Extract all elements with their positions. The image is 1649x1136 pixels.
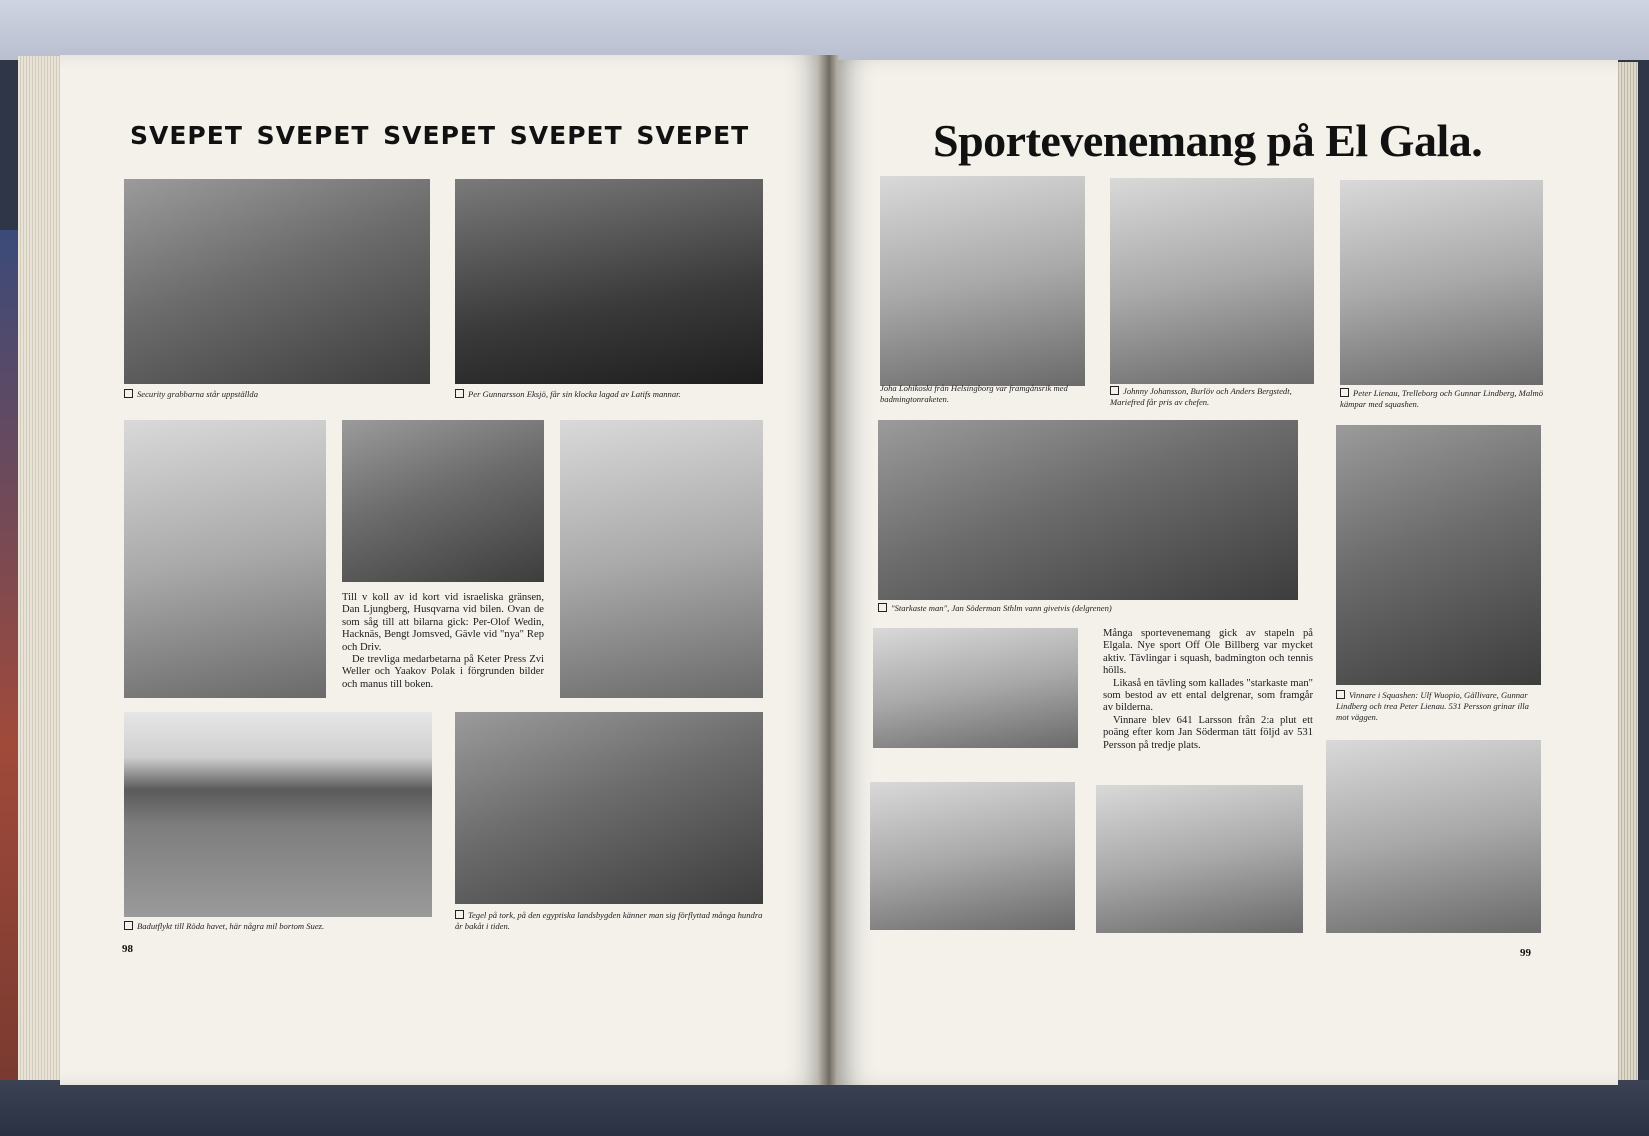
body-paragraph: De trevliga medarbetarna på Keter Press Zvi Weller och Yaakov Polak i förgrunden bilder och manus till boken.	[342, 654, 544, 690]
book-gutter	[818, 55, 840, 1085]
photo-watch-repair	[455, 179, 763, 384]
background-top	[0, 0, 1649, 60]
caption-badminton: Joha Lohikoski från Helsingborg var framgånsrik med badmingtonraketen.	[880, 383, 1068, 404]
page-header: SVEPET SVEPET SVEPET SVEPET SVEPET	[130, 121, 750, 150]
body-paragraph: Likaså en tävling som kallades "starkaste man" som bestod av ett ental delgrenar, som framgår av bilderna.	[1103, 677, 1313, 714]
right-page	[838, 60, 1618, 1085]
left-body-text	[342, 592, 544, 691]
photo-shirtless-man	[1326, 740, 1541, 933]
photo-bench-press	[870, 782, 1075, 930]
body-paragraph: Vinnare blev 641 Larsson från 2:a plut ett poäng efter kom Jan Söderman tätt följd av 531 Persson på tredje plats.	[1103, 714, 1313, 751]
photo-border-id-check	[124, 420, 326, 698]
page-headline: Sportevenemang på El Gala.	[933, 115, 1483, 166]
caption-text: Security grabbarna står uppställda	[137, 389, 259, 399]
right-body-text	[1103, 628, 1313, 752]
page-number: 99	[1520, 947, 1531, 959]
body-paragraph: Till v koll av id kort vid israeliska gränsen, Dan Ljungberg, Husqvarna vid bilen. Ovan de som såg till att bilarna gick: Per-Olof Wedin, Hacknäs, Bengt Jomsved, Gävle vid "nya" Rep och Driv.	[342, 592, 544, 653]
page-stack-left	[18, 56, 62, 1080]
book-cover-edge	[0, 230, 18, 1080]
caption-starkaste	[878, 603, 1298, 614]
photo-gym-audience	[873, 628, 1078, 748]
caption-security	[124, 389, 430, 400]
caption-text: Vinnare i Squashen: Ulf Wuopio, Gällivare, Gunnar Lindberg och trea Peter Lienau. 531 Persson grinar illa mot väggen.	[1336, 690, 1529, 722]
photo-keter-press	[560, 420, 763, 698]
body-paragraph: Många sportevenemang gick av stapeln på Elgala. Nye sport Off Ole Billberg var mycket aktiv. Tävlingar i squash, badmington och tennis hölls.	[1103, 628, 1313, 677]
photo-car-mechanics	[342, 420, 544, 582]
caption-marker-icon	[1336, 690, 1345, 699]
caption-marker-icon	[455, 389, 464, 398]
caption-marker-icon	[124, 389, 133, 398]
photo-starkaste-man-group	[878, 420, 1298, 600]
photo-red-sea	[124, 712, 432, 917]
caption-text: "Starkaste man", Jan Söderman Sthlm vann givetvis (delgrenen)	[891, 603, 1112, 613]
caption-text: Peter Lienau, Trelleborg och Gunnar Lindberg, Malmö kämpar med squashen.	[1340, 388, 1544, 409]
photo-prize-ceremony	[1110, 178, 1314, 384]
caption-red-sea	[124, 921, 432, 932]
photo-drying-bricks	[455, 712, 763, 904]
caption-marker-icon	[878, 603, 887, 612]
caption-text: Tegel på tork, på den egyptiska landsbygden känner man sig förflyttad många hundra år bakåt i tiden.	[455, 910, 763, 931]
caption-text: Johnny Johansson, Burlöv och Anders Bergstedt, Mariefred får pris av chefen.	[1110, 386, 1292, 407]
caption-text: Per Gunnarsson Eksjö, får sin klocka lagad av Latifs mannar.	[468, 389, 681, 399]
caption-johansson	[1110, 386, 1314, 408]
caption-marker-icon	[1340, 388, 1349, 397]
photo-squash-match	[1340, 180, 1543, 385]
caption-bricks	[455, 910, 763, 932]
photo-security-soldiers	[124, 179, 430, 384]
page-stack-right	[1616, 62, 1638, 1080]
caption-text: Badutflykt till Röda havet, här några mil bortom Suez.	[137, 921, 325, 931]
caption-vinnare	[1336, 690, 1541, 723]
photo-squash-winners	[1336, 425, 1541, 685]
photo-badminton	[880, 176, 1085, 386]
caption-marker-icon	[455, 910, 464, 919]
background-bottom	[0, 1080, 1649, 1136]
page-number: 98	[122, 943, 133, 955]
caption-squash	[1340, 388, 1543, 410]
photo-weightlifting-gym	[1096, 785, 1303, 933]
left-page	[60, 55, 820, 1085]
caption-gunnarsson	[455, 389, 763, 400]
caption-marker-icon	[124, 921, 133, 930]
caption-marker-icon	[1110, 386, 1119, 395]
